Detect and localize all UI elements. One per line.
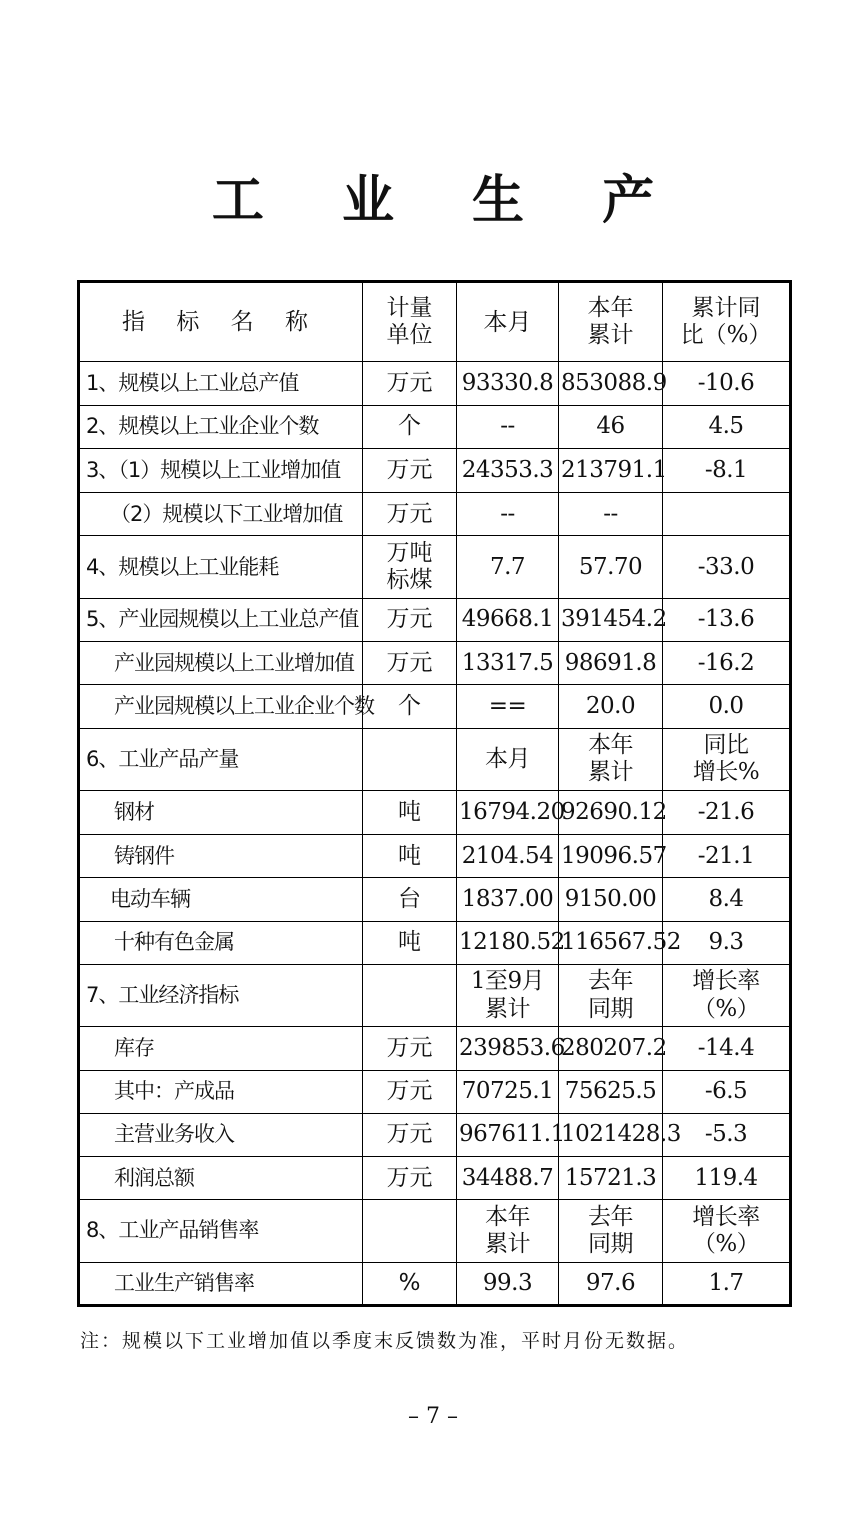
row-unit: 万元: [363, 362, 457, 405]
table-row: [79, 642, 791, 685]
row-yoy: -6.5: [663, 1070, 791, 1113]
row-year-to-date: 280207.2: [559, 1027, 663, 1070]
row-indicator-name: 4、规模以上工业能耗: [79, 536, 363, 598]
row-unit: 万元: [363, 642, 457, 685]
header-unit: 计量 单位: [363, 282, 457, 362]
row-current-month: 34488.7: [457, 1157, 559, 1200]
row-unit: 万元: [363, 1027, 457, 1070]
row-year-to-date: 19096.57: [559, 835, 663, 878]
row-indicator-name: 产业园规模以上工业增加值: [79, 642, 363, 685]
row-indicator-name: 利润总额: [79, 1157, 363, 1200]
row-current-month: 1837.00: [457, 878, 559, 921]
page-number: – 7 –: [408, 1404, 458, 1429]
row-year-to-date: 20.0: [559, 685, 663, 728]
table-row: [79, 921, 791, 964]
table-row: [79, 728, 791, 790]
row-current-month: 239853.6: [457, 1027, 559, 1070]
row-unit: 万元: [363, 1113, 457, 1156]
table-row: [79, 598, 791, 641]
row-indicator-name: 2、规模以上工业企业个数: [79, 405, 363, 448]
row-unit: [363, 1200, 457, 1262]
row-current-month: 99.3: [457, 1262, 559, 1305]
row-unit: 台: [363, 878, 457, 921]
row-yoy: -10.6: [663, 362, 791, 405]
row-year-to-date: 75625.5: [559, 1070, 663, 1113]
row-year-to-date: 15721.3: [559, 1157, 663, 1200]
page-title: 工 业 生 产: [211, 171, 685, 231]
row-unit: [363, 964, 457, 1026]
row-yoy: 119.4: [663, 1157, 791, 1200]
table-row: [79, 448, 791, 492]
row-indicator-name: 钢材: [79, 790, 363, 834]
row-current-month: 13317.5: [457, 642, 559, 685]
row-yoy: 9.3: [663, 921, 791, 964]
row-current-month: 7.7: [457, 536, 559, 598]
table-row: [79, 405, 791, 448]
table-row: [79, 536, 791, 598]
row-yoy: 1.7: [663, 1262, 791, 1305]
row-current-month: 本月: [457, 728, 559, 790]
row-unit: 吨: [363, 835, 457, 878]
industrial-production-table: [77, 280, 792, 1307]
row-unit: 万元: [363, 448, 457, 492]
row-unit: 万元: [363, 598, 457, 641]
row-current-month: 24353.3: [457, 448, 559, 492]
row-current-month: 93330.8: [457, 362, 559, 405]
table-row: [79, 1113, 791, 1156]
table-row: [79, 835, 791, 878]
table-row: [79, 964, 791, 1026]
row-year-to-date: 46: [559, 405, 663, 448]
table-row: [79, 685, 791, 728]
row-year-to-date: 57.70: [559, 536, 663, 598]
row-yoy: -21.1: [663, 835, 791, 878]
row-current-month: 1至9月 累计: [457, 964, 559, 1026]
row-indicator-name: 库存: [79, 1027, 363, 1070]
row-yoy: [663, 493, 791, 536]
row-unit: 吨: [363, 790, 457, 834]
row-year-to-date: --: [559, 493, 663, 536]
table-row: [79, 1157, 791, 1200]
row-unit: 万元: [363, 493, 457, 536]
table-row: [79, 1027, 791, 1070]
row-unit: 万元: [363, 1070, 457, 1113]
header-yoy: 累计同 比（%）: [663, 282, 791, 362]
row-yoy: -5.3: [663, 1113, 791, 1156]
table-row: [79, 1070, 791, 1113]
row-indicator-name: 铸钢件: [79, 835, 363, 878]
row-indicator-name: 3、（1）规模以上工业增加值: [79, 448, 363, 492]
row-indicator-name: 8、工业产品销售率: [79, 1200, 363, 1262]
row-indicator-name: 电动车辆: [79, 878, 363, 921]
row-year-to-date: 116567.52: [559, 921, 663, 964]
row-indicator-name: 5、产业园规模以上工业总产值: [79, 598, 363, 641]
row-year-to-date: 1021428.3: [559, 1113, 663, 1156]
row-current-month: 本年 累计: [457, 1200, 559, 1262]
row-current-month: 12180.52: [457, 921, 559, 964]
row-current-month: --: [457, 493, 559, 536]
row-year-to-date: 去年 同期: [559, 964, 663, 1026]
row-yoy: 增长率 （%）: [663, 964, 791, 1026]
row-yoy: -14.4: [663, 1027, 791, 1070]
table-row: [79, 790, 791, 834]
row-yoy: -33.0: [663, 536, 791, 598]
row-indicator-name: 工业生产销售率: [79, 1262, 363, 1305]
row-yoy: -13.6: [663, 598, 791, 641]
row-indicator-name: 主营业务收入: [79, 1113, 363, 1156]
row-year-to-date: 98691.8: [559, 642, 663, 685]
row-yoy: -8.1: [663, 448, 791, 492]
row-yoy: -16.2: [663, 642, 791, 685]
footnote: 注：规模以下工业增加值以季度末反馈数为准，平时月份无数据。: [80, 1330, 690, 1352]
table-row: [79, 878, 791, 921]
header-year-to-date: 本年 累计: [559, 282, 663, 362]
row-indicator-name: 十种有色金属: [79, 921, 363, 964]
row-year-to-date: 213791.1: [559, 448, 663, 492]
row-year-to-date: 92690.12: [559, 790, 663, 834]
row-yoy: -21.6: [663, 790, 791, 834]
row-indicator-name: 其中：产成品: [79, 1070, 363, 1113]
row-unit: 个: [363, 685, 457, 728]
table-row: [79, 1262, 791, 1305]
row-unit: 万吨 标煤: [363, 536, 457, 598]
row-indicator-name: 产业园规模以上工业企业个数: [79, 685, 363, 728]
header-current-month: 本月: [457, 282, 559, 362]
row-unit: [363, 728, 457, 790]
header-indicator-name: 指 标 名 称: [79, 282, 363, 362]
row-year-to-date: 853088.9: [559, 362, 663, 405]
row-indicator-name: 7、工业经济指标: [79, 964, 363, 1026]
table-row: [79, 362, 791, 405]
table-row: [79, 493, 791, 536]
row-unit: 万元: [363, 1157, 457, 1200]
row-current-month: 2104.54: [457, 835, 559, 878]
row-current-month: 70725.1: [457, 1070, 559, 1113]
row-indicator-name: （2）规模以下工业增加值: [79, 493, 363, 536]
row-unit: %: [363, 1262, 457, 1305]
row-current-month: 16794.20: [457, 790, 559, 834]
row-year-to-date: 去年 同期: [559, 1200, 663, 1262]
row-indicator-name: 6、工业产品产量: [79, 728, 363, 790]
row-year-to-date: 9150.00: [559, 878, 663, 921]
row-current-month: ==: [457, 685, 559, 728]
table-row: [79, 1200, 791, 1262]
row-indicator-name: 1、规模以上工业总产值: [79, 362, 363, 405]
row-unit: 个: [363, 405, 457, 448]
row-year-to-date: 本年 累计: [559, 728, 663, 790]
row-yoy: 4.5: [663, 405, 791, 448]
row-yoy: 0.0: [663, 685, 791, 728]
row-yoy: 同比 增长%: [663, 728, 791, 790]
row-year-to-date: 391454.2: [559, 598, 663, 641]
row-current-month: --: [457, 405, 559, 448]
row-yoy: 增长率 （%）: [663, 1200, 791, 1262]
row-current-month: 967611.1: [457, 1113, 559, 1156]
row-year-to-date: 97.6: [559, 1262, 663, 1305]
row-current-month: 49668.1: [457, 598, 559, 641]
row-yoy: 8.4: [663, 878, 791, 921]
table-header-row: [79, 282, 791, 362]
row-unit: 吨: [363, 921, 457, 964]
